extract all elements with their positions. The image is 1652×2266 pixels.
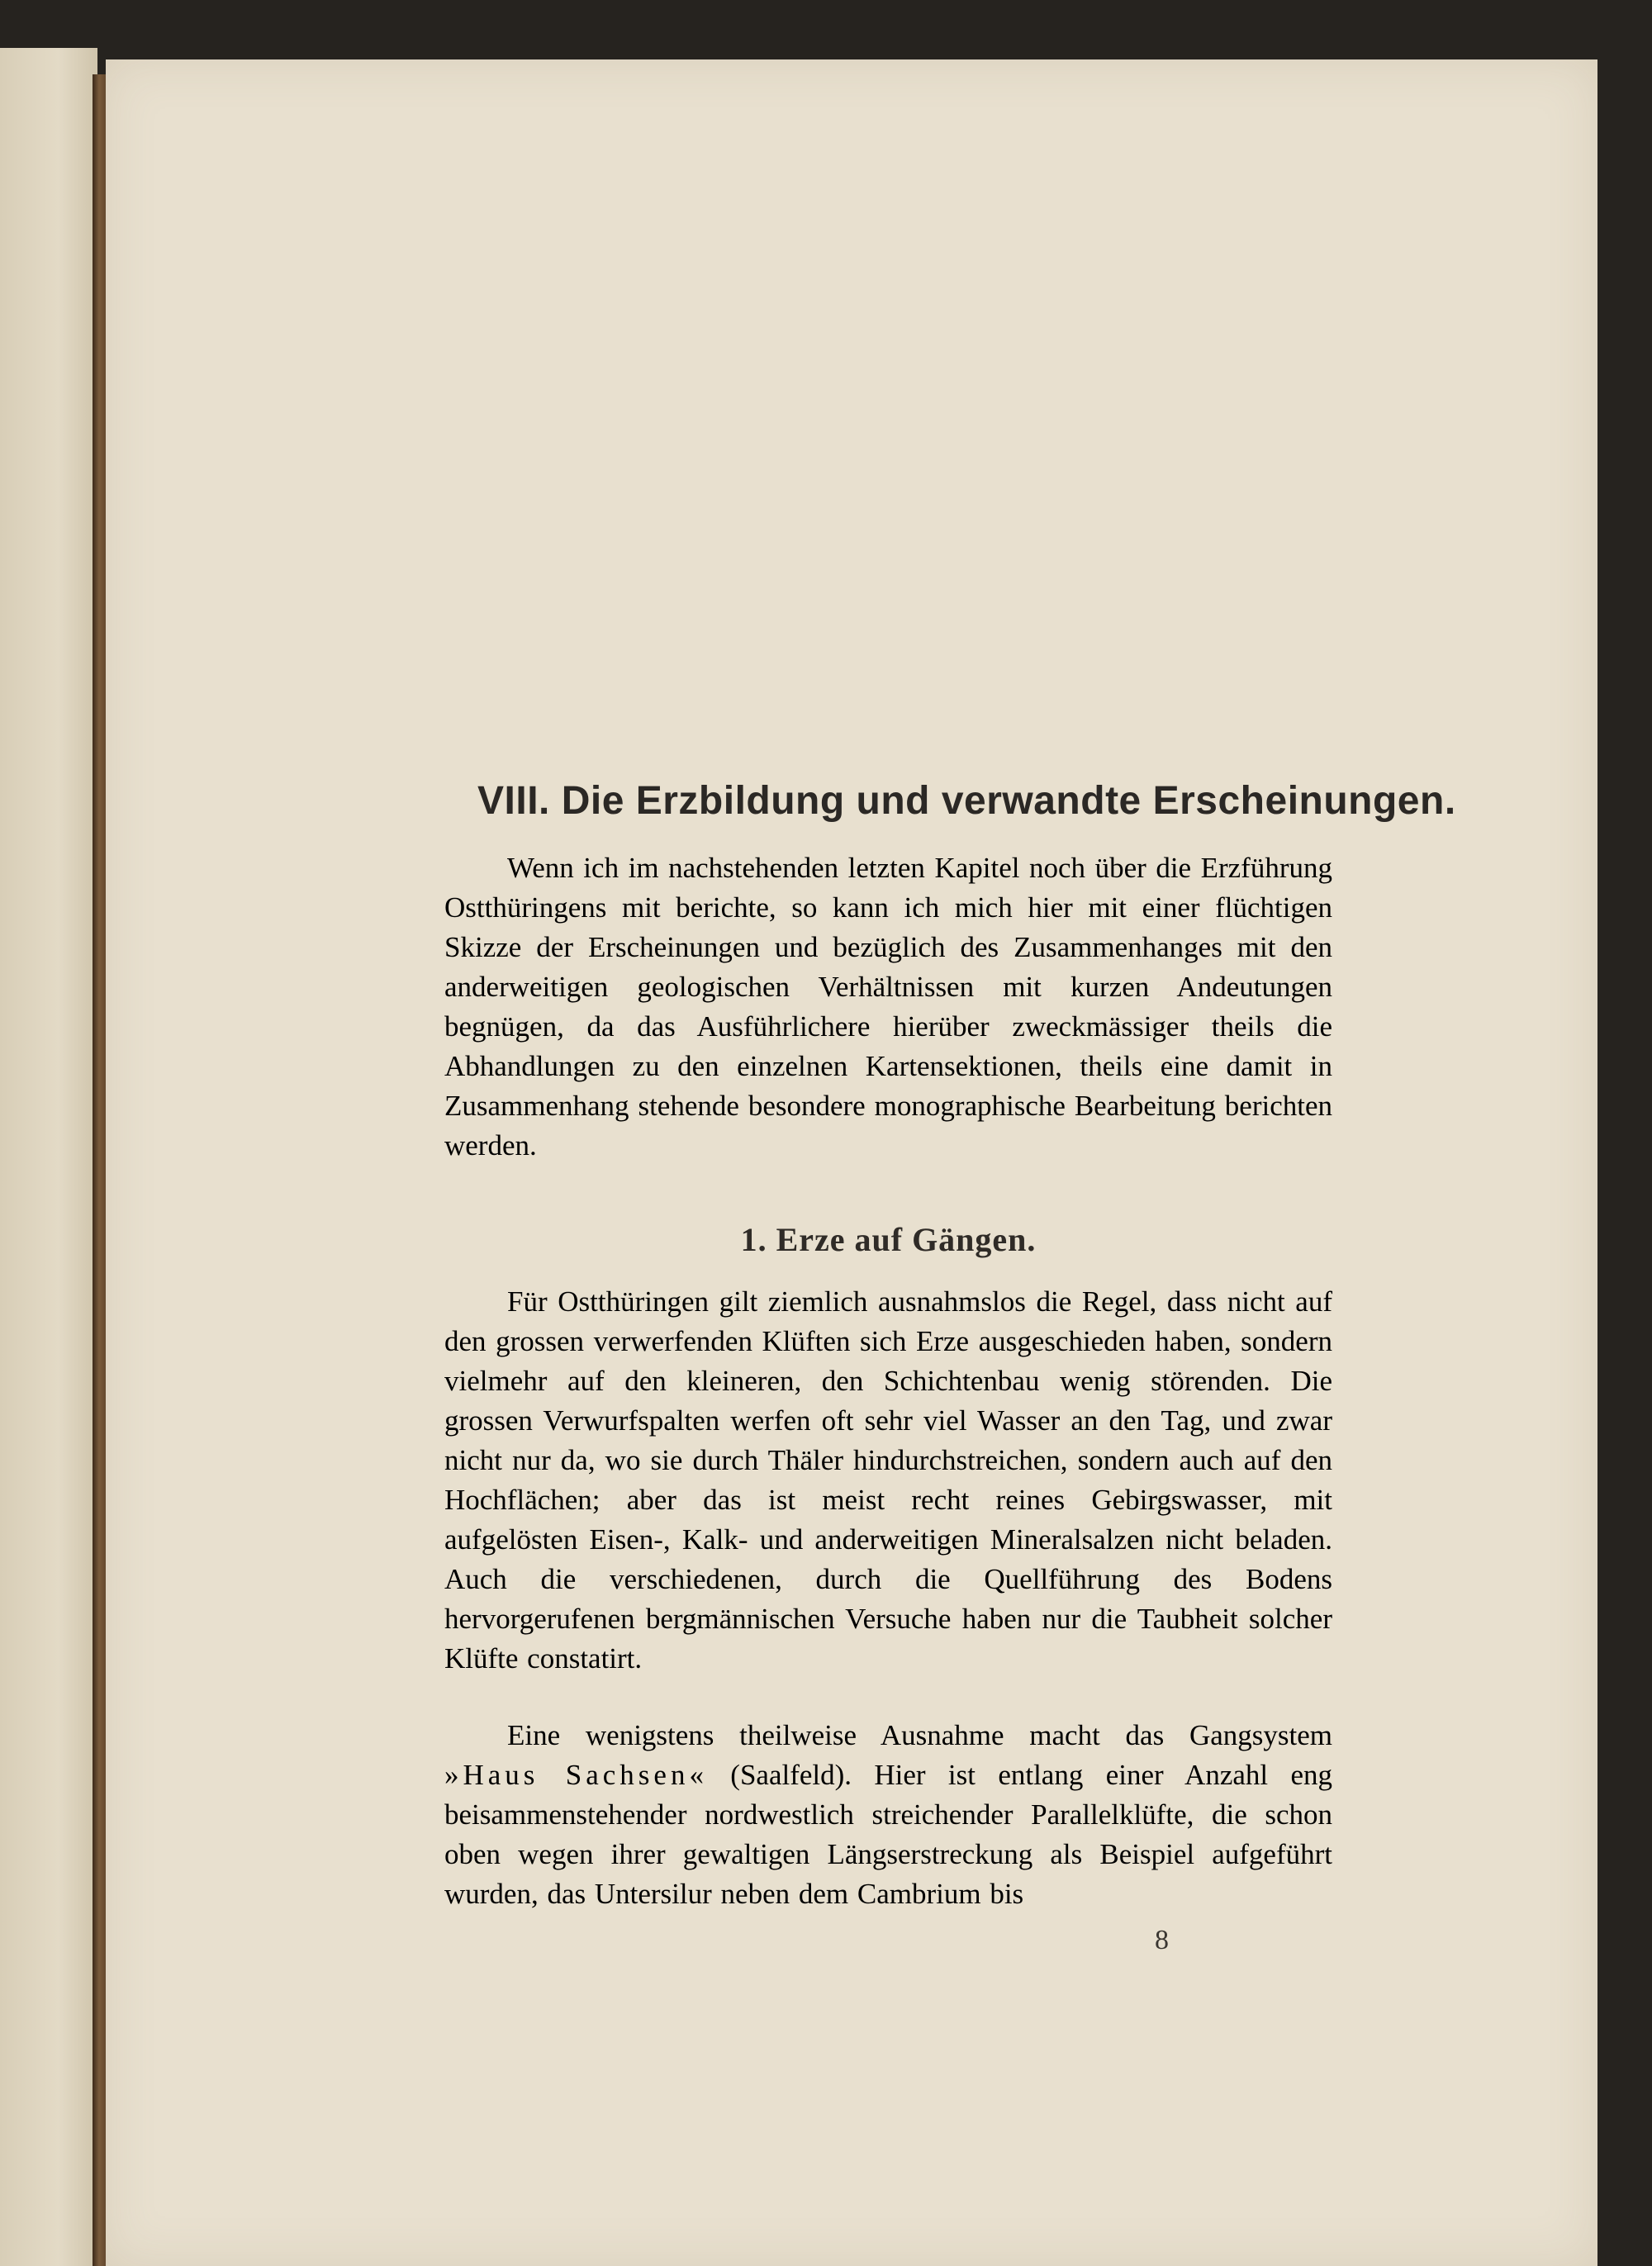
emphasized-name: »Haus Sachsen« (444, 1759, 708, 1791)
intro-paragraph: Wenn ich im nachstehenden letzten Kapitel noch über die Erzführung Ostthüringens mit berichte, so kann ich mich hier mit einer flüchtigen Skizze der Erscheinungen und bezüglich des Zusammenhanges mit den anderweitigen geologischen Verhältnissen mit kurzen Andeutungen begnügen, da das Ausführlichere hierüber zweckmässiger theils die Abhandlungen zu den einzelnen Kartensektionen, theils eine damit in Zusammenhang stehende besondere monographische Bearbeitung berichten werden. (444, 852, 1332, 1162)
paragraph-text-after: (Saalfeld). Hier ist entlang einer Anzahl eng beisammenstehender nordwestlich streichender Parallelklüfte, die schon oben wegen ihrer gewaltigen Längserstreckung als Beispiel aufgeführt wurden, das Untersilur neben dem Cambrium bis (444, 1759, 1332, 1910)
facing-page-edge (0, 48, 97, 2266)
body-paragraph-1: Für Ostthüringen gilt ziemlich ausnahmslos die Regel, dass nicht auf den grossen verwerfenden Klüften sich Erze ausgeschieden haben, sondern vielmehr auf den kleineren, den Schichtenbau wenig störenden. Die grossen Verwurfspalten werfen oft sehr viel Wasser an den Tag, und zwar nicht nur da, wo sie durch Thäler hindurchstreichen, sondern auch auf den Hochflächen; aber das ist meist recht reines Gebirgswasser, mit aufgelösten Eisen-, Kalk- und anderweitigen Mineralsalzen nicht beladen. Auch die verschiedenen, durch die Quellführung des Bodens hervorgerufenen bergmännischen Versuche haben nur die Taubheit solcher Klüfte constatirt. (444, 1285, 1332, 1675)
book-page (106, 59, 1597, 2266)
paragraph-text-before: Eine wenigstens theilweise Ausnahme macht das Gangsystem (507, 1719, 1332, 1751)
chapter-title: VIII. Die Erzbildung und verwandte Erscheinungen. (477, 779, 1456, 823)
section-title: 1. Erze auf Gängen. (740, 1221, 1037, 1258)
body-paragraph-2 (444, 1716, 1332, 1914)
page-number: 8 (1155, 1925, 1169, 1955)
